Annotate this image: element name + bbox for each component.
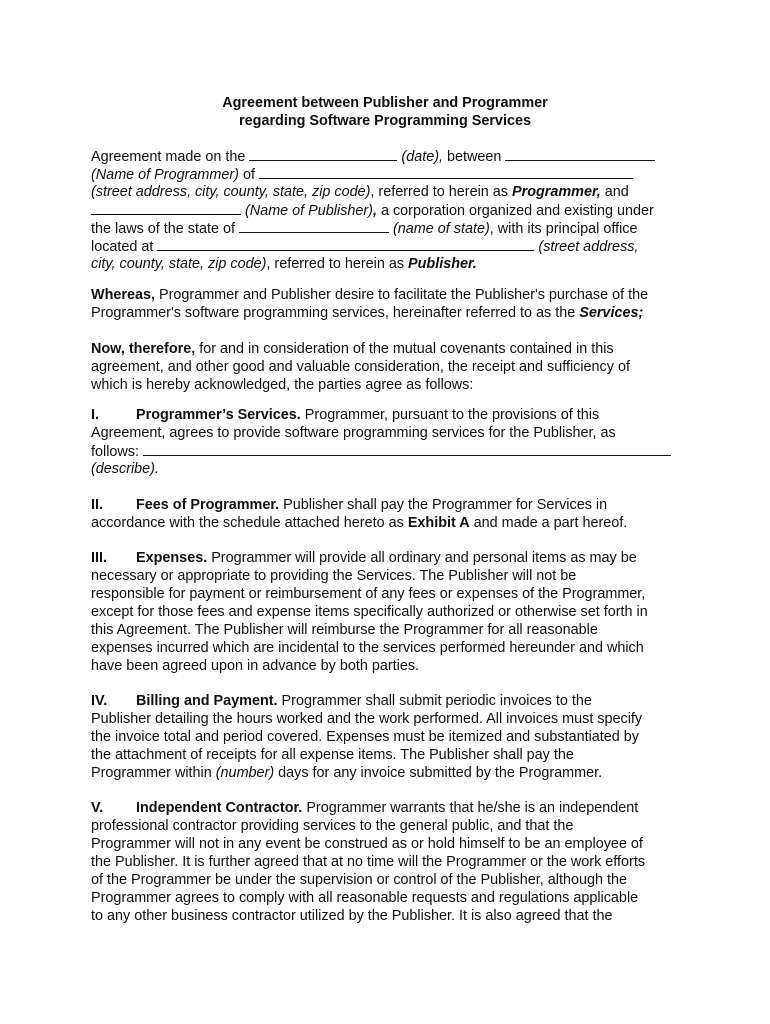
section-3-line-1: III. Expenses. Programmer will provide all ordinary and personal items as may be (91, 550, 637, 566)
date-blank[interactable] (249, 147, 397, 161)
section-5-line-7: to any other business contractor utilized by the Publisher. It is also agreed that the (91, 908, 613, 924)
programmer-name-blank[interactable] (505, 147, 655, 161)
whereas-line-1: Whereas, Programmer and Publisher desire to facilitate the Publisher's purchase of the (91, 287, 649, 303)
section-4-line-3: the invoice total and period covered. Expenses must be itemized and substantiated by (91, 729, 639, 745)
section-3-line-7: have been agreed upon in advance by both parties. (91, 658, 420, 674)
intro-line-5: the laws of the state of (name of state), with its principal office (91, 221, 638, 237)
section-3-line-6: expenses incurred which are incidental to the services performed hereunder and which (91, 640, 644, 656)
section-5-line-2: professional contractor providing services to the general public, and that the (91, 818, 574, 834)
section-3-line-5: this Agreement. The Publisher will reimburse the Programmer for all reasonable (91, 622, 598, 638)
section-1-line-4: (describe). (91, 461, 159, 477)
section-5-line-4: the Publisher. It is further agreed that at no time will the Programmer or the work efforts (91, 854, 646, 870)
section-1-line-3: follows: (91, 442, 671, 461)
now-therefore-line-3: which is hereby acknowledged, the parties agree as follows: (91, 377, 474, 393)
now-therefore-line-2: agreement, and other good and valuable consideration, the receipt and sufficiency of (91, 359, 630, 375)
section-4-line-1: IV. Billing and Payment. Programmer shall submit periodic invoices to the (91, 693, 592, 709)
section-1-line-1: I. Programmer’s Services. Programmer, pursuant to the provisions of this (91, 407, 600, 423)
now-therefore-line-1: Now, therefore, for and in consideration of the mutual covenants contained in this (91, 341, 614, 357)
title-line-2: regarding Software Programming Services (239, 113, 531, 129)
section-5-line-6: Programmer agrees to comply with all reasonable requests and regulations applicable (91, 890, 639, 906)
section-5-line-3: Programmer will not in any event be construed as or hold himself to be an employee of (91, 836, 643, 852)
section-2-line-2: accordance with the schedule attached hereto as Exhibit A and made a part hereof. (91, 515, 628, 531)
publisher-address-blank[interactable] (157, 237, 534, 251)
services-description-blank[interactable] (143, 442, 671, 456)
section-2-line-1: II. Fees of Programmer. Publisher shall pay the Programmer for Services in (91, 497, 608, 513)
section-1-line-2: Agreement, agrees to provide software programming services for the Publisher, as (91, 425, 616, 441)
whereas-line-2: Programmer's software programming services, hereinafter referred to as the Services; (91, 305, 644, 321)
section-4-line-5: Programmer within (number) days for any invoice submitted by the Programmer. (91, 765, 603, 781)
intro-line-2: (Name of Programmer) of (91, 165, 633, 184)
intro-line-7: city, county, state, zip code), referred to herein as Publisher. (91, 256, 477, 272)
intro-line-1: Agreement made on the (date), between (91, 147, 655, 166)
intro-line-3: (street address, city, county, state, zip code), referred to herein as Programmer, and (91, 184, 629, 200)
section-4-line-4: the attachment of receipts for all expense items. The Publisher shall pay the (91, 747, 574, 763)
publisher-name-blank[interactable] (91, 201, 241, 215)
section-3-line-3: responsible for payment or reimbursement of any fees or expenses of the Programmer, (91, 586, 646, 602)
state-blank[interactable] (239, 219, 389, 233)
section-5-line-1: V. Independent Contractor. Programmer warrants that he/she is an independent (91, 800, 639, 816)
section-4-line-2: Publisher detailing the hours worked and the work performed. All invoices must specify (91, 711, 643, 727)
programmer-address-blank[interactable] (259, 165, 633, 179)
title-line-1: Agreement between Publisher and Programmer (222, 95, 548, 111)
section-5-line-5: of the Programmer be under the supervision or control of the Publisher, although the (91, 872, 627, 888)
section-3-line-2: necessary or appropriate to providing the Services. The Publisher will not be (91, 568, 577, 584)
section-3-line-4: except for those fees and expense items specifically authorized or otherwise set forth in (91, 604, 648, 620)
intro-line-6: located at (street address, (91, 239, 639, 255)
intro-line-4: (Name of Publisher), a corporation organized and existing under (91, 201, 654, 220)
